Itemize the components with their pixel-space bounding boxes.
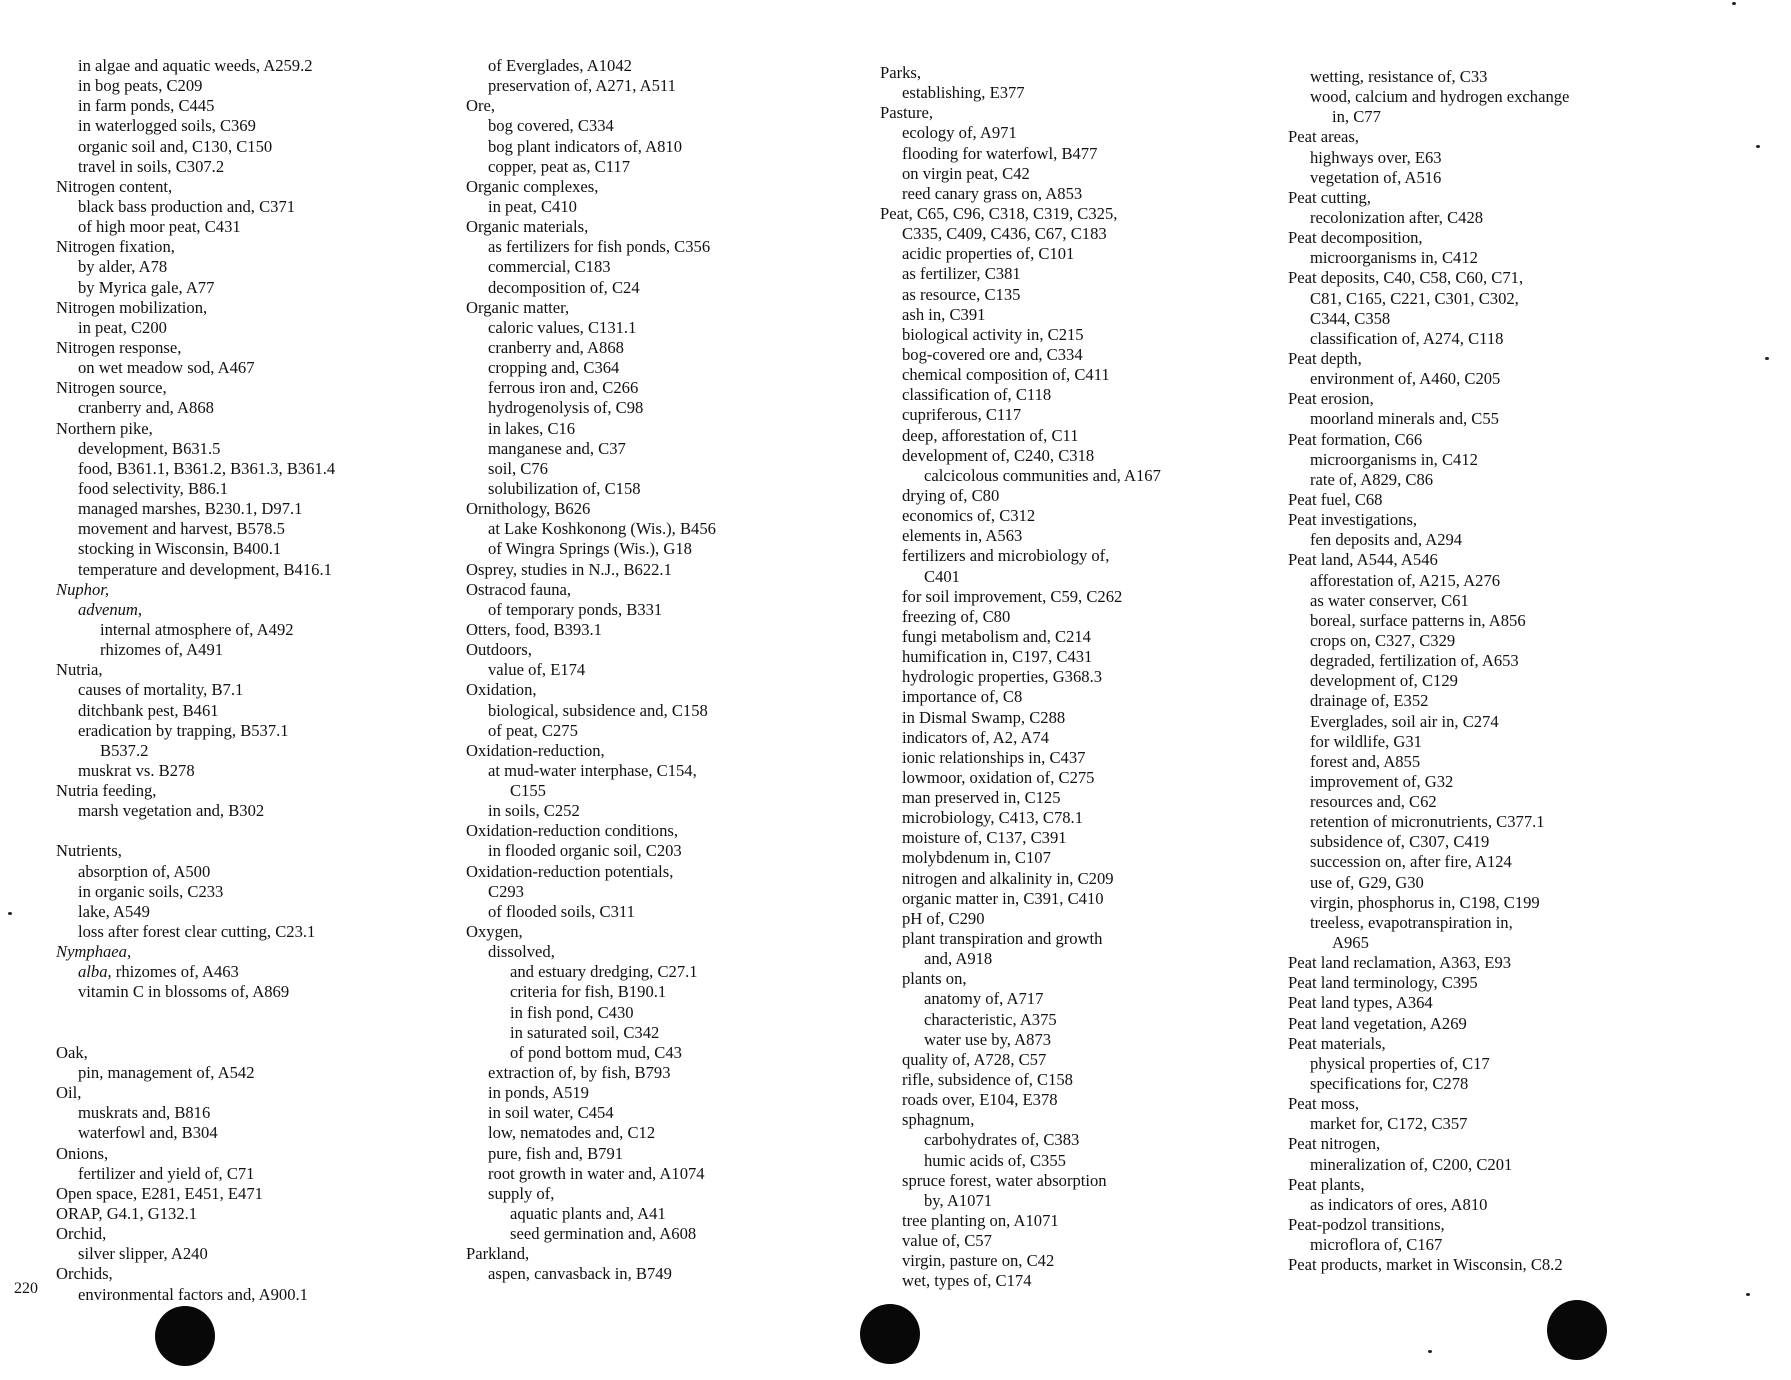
index-heading: Peat investigations, (1288, 510, 1418, 530)
index-subentry: wet, types of, C174 (902, 1271, 1032, 1291)
index-subentry: biological, subsidence and, C158 (488, 700, 708, 720)
index-subentry: forest and, A855 (1310, 751, 1421, 771)
index-subentry: economics of, C312 (902, 506, 1036, 526)
index-subentry: B537.2 (100, 740, 149, 760)
index-subentry: freezing of, C80 (902, 606, 1011, 626)
index-subentry: in soil water, C454 (488, 1103, 614, 1123)
index-subentry: quality of, A728, C57 (902, 1049, 1047, 1069)
index-heading: Peat fuel, C68 (1288, 489, 1383, 509)
index-heading: Oil, (56, 1083, 82, 1103)
index-heading: Peat, C65, C96, C318, C319, C325, (880, 203, 1118, 223)
index-subentry: man preserved in, C125 (902, 788, 1061, 808)
index-subentry: retention of micronutrients, C377.1 (1310, 812, 1545, 832)
index-heading: Oxidation-reduction conditions, (466, 821, 678, 841)
index-subentry: humic acids of, C355 (924, 1150, 1066, 1170)
index-heading: Ornithology, B626 (466, 499, 591, 519)
index-subentry: causes of mortality, B7.1 (78, 680, 244, 700)
index-heading: Peat formation, C66 (1288, 429, 1423, 449)
index-subentry: in soils, C252 (488, 801, 580, 821)
index-subentry: of high moor peat, C431 (78, 217, 241, 237)
index-subentry: cranberry and, A868 (78, 398, 214, 418)
index-heading: Peat areas, (1288, 127, 1359, 147)
index-subentry: fen deposits and, A294 (1310, 530, 1463, 550)
index-subentry: on wet meadow sod, A467 (78, 358, 255, 378)
index-subentry: at mud-water interphase, C154, (488, 760, 697, 780)
index-subentry: decomposition of, C24 (488, 277, 640, 297)
index-subentry: as indicators of ores, A810 (1310, 1194, 1488, 1214)
index-subentry: drainage of, E352 (1310, 691, 1429, 711)
index-heading: Nitrogen response, (56, 337, 182, 357)
index-heading: Ore, (466, 96, 496, 116)
index-subentry: preservation of, A271, A511 (488, 76, 676, 96)
index-subentry: establishing, E377 (902, 83, 1025, 103)
index-subentry: importance of, C8 (902, 687, 1023, 707)
index-subentry: ecology of, A971 (902, 123, 1017, 143)
index-subentry: in saturated soil, C342 (510, 1022, 660, 1042)
index-subentry: humification in, C197, C431 (902, 647, 1093, 667)
index-subentry: roads over, E104, E378 (902, 1090, 1058, 1110)
index-column-2 (466, 56, 716, 1285)
index-subentry: anatomy of, A717 (924, 989, 1044, 1009)
index-subentry: microbiology, C413, C78.1 (902, 808, 1083, 828)
index-subentry: commercial, C183 (488, 257, 611, 277)
index-subentry: virgin, pasture on, C42 (902, 1251, 1055, 1271)
index-subentry: development, B631.5 (78, 438, 221, 458)
index-heading: Peat nitrogen, (1288, 1134, 1381, 1154)
index-subentry: of temporary ponds, B331 (488, 599, 663, 619)
index-subentry: of peat, C275 (488, 720, 578, 740)
index-subentry: crops on, C327, C329 (1310, 630, 1456, 650)
index-heading: Nymphaea, (56, 942, 132, 962)
index-subentry: characteristic, A375 (924, 1009, 1057, 1029)
index-heading: Onions, (56, 1143, 109, 1163)
index-subentry: lake, A549 (78, 901, 150, 921)
index-subentry: microorganisms in, C412 (1310, 449, 1478, 469)
index-subentry: value of, C57 (902, 1231, 992, 1251)
index-subentry: in ponds, A519 (488, 1083, 589, 1103)
index-subentry: C155 (510, 781, 546, 801)
index-subentry: waterfowl and, B304 (78, 1123, 218, 1143)
scan-speck (1746, 1293, 1750, 1296)
index-subentry: silver slipper, A240 (78, 1244, 208, 1264)
index-subentry: rhizomes of, A491 (100, 640, 224, 660)
index-subentry: in waterlogged soils, C369 (78, 116, 256, 136)
index-heading: Nitrogen content, (56, 176, 173, 196)
index-subentry: in farm ponds, C445 (78, 96, 215, 116)
index-subentry: indicators of, A2, A74 (902, 727, 1050, 747)
index-column-3 (880, 63, 1161, 1292)
index-heading: Parkland, (466, 1244, 530, 1264)
index-subentry: temperature and development, B416.1 (78, 559, 332, 579)
index-subentry: classification of, C118 (902, 385, 1052, 405)
index-subentry: of Everglades, A1042 (488, 56, 632, 75)
index-heading: Nutria feeding, (56, 781, 157, 801)
index-subentry: plant transpiration and growth (902, 929, 1103, 949)
index-heading: Peat deposits, C40, C58, C60, C71, (1288, 268, 1524, 288)
index-subentry: fungi metabolism and, C214 (902, 626, 1091, 646)
index-subentry: ditchbank pest, B461 (78, 700, 219, 720)
index-subentry: development of, C129 (1310, 671, 1458, 691)
index-subentry: sphagnum, (902, 1110, 975, 1130)
index-heading: Peat land vegetation, A269 (1288, 1013, 1467, 1033)
index-subentry: for soil improvement, C59, C262 (902, 586, 1123, 606)
index-subentry: cupriferous, C117 (902, 405, 1022, 425)
index-subentry: supply of, (488, 1183, 555, 1203)
index-subentry: molybdenum in, C107 (902, 848, 1051, 868)
index-heading: Peat land types, A364 (1288, 993, 1433, 1013)
index-heading: Oxygen, (466, 922, 523, 942)
index-subentry: absorption of, A500 (78, 861, 211, 881)
index-subentry: pH of, C290 (902, 908, 985, 928)
index-subentry: loss after forest clear cutting, C23.1 (78, 922, 316, 942)
index-subentry: fertilizer and yield of, C71 (78, 1163, 255, 1183)
index-subentry: value of, E174 (488, 660, 586, 680)
index-subentry: food selectivity, B86.1 (78, 478, 229, 498)
index-heading: Peat materials, (1288, 1033, 1386, 1053)
index-subentry: seed germination and, A608 (510, 1224, 697, 1244)
index-subentry: hydrogenolysis of, C98 (488, 398, 644, 418)
index-subentry: as fertilizer, C381 (902, 264, 1021, 284)
index-subentry: wood, calcium and hydrogen exchange (1310, 87, 1570, 107)
index-subentry: tree planting on, A1071 (902, 1211, 1059, 1231)
index-heading: Peat products, market in Wisconsin, C8.2 (1288, 1255, 1563, 1275)
index-subentry: boreal, surface patterns in, A856 (1310, 610, 1526, 630)
index-subentry: calcicolous communities and, A167 (924, 465, 1161, 485)
index-subentry: elements in, A563 (902, 526, 1023, 546)
index-subentry: ionic relationships in, C437 (902, 747, 1086, 767)
index-subentry: solubilization of, C158 (488, 478, 641, 498)
index-heading: Parks, (880, 63, 922, 82)
index-heading: Peat decomposition, (1288, 228, 1423, 248)
index-subentry: biological activity in, C215 (902, 324, 1084, 344)
index-subentry: in algae and aquatic weeds, A259.2 (78, 56, 313, 75)
index-subentry: on virgin peat, C42 (902, 163, 1030, 183)
index-subentry: pure, fish and, B791 (488, 1143, 624, 1163)
index-subentry: manganese and, C37 (488, 438, 626, 458)
index-subentry: and estuary dredging, C27.1 (510, 962, 698, 982)
index-subentry: ferrous iron and, C266 (488, 378, 639, 398)
index-subentry: soil, C76 (488, 458, 548, 478)
index-subentry: bog plant indicators of, A810 (488, 136, 683, 156)
index-subentry: muskrat vs. B278 (78, 760, 195, 780)
index-subentry: C344, C358 (1310, 308, 1391, 328)
index-subentry: vegetation of, A516 (1310, 167, 1442, 187)
index-subentry: flooding for waterfowl, B477 (902, 143, 1098, 163)
index-subentry: of pond bottom mud, C43 (510, 1042, 682, 1062)
index-subentry: development of, C240, C318 (902, 445, 1095, 465)
index-subentry: criteria for fish, B190.1 (510, 982, 667, 1002)
index-subentry: deep, afforestation of, C11 (902, 425, 1079, 445)
index-subentry: in bog peats, C209 (78, 76, 203, 96)
index-subentry: as water conserver, C61 (1310, 590, 1469, 610)
index-heading: Organic matter, (466, 297, 570, 317)
scan-speck (1428, 1350, 1432, 1353)
index-subentry: C401 (924, 566, 960, 586)
index-subentry: black bass production and, C371 (78, 196, 296, 216)
index-subentry: extraction of, by fish, B793 (488, 1063, 671, 1083)
index-subentry: ash in, C391 (902, 304, 986, 324)
index-subentry: virgin, phosphorus in, C198, C199 (1310, 892, 1540, 912)
binder-hole (1547, 1300, 1607, 1360)
index-heading: Oak, (56, 1042, 88, 1062)
index-heading: Organic complexes, (466, 176, 599, 196)
index-subentry: caloric values, C131.1 (488, 317, 637, 337)
index-subentry: hydrologic properties, G368.3 (902, 667, 1103, 687)
index-subentry: microflora of, C167 (1310, 1235, 1443, 1255)
index-heading (56, 1003, 335, 1023)
index-heading: Outdoors, (466, 640, 532, 660)
index-subentry: and, A918 (924, 949, 993, 969)
binder-hole (155, 1306, 215, 1366)
index-subentry: in lakes, C16 (488, 418, 576, 438)
index-subentry: vitamin C in blossoms of, A869 (78, 982, 290, 1002)
index-subentry: spruce forest, water absorption (902, 1170, 1107, 1190)
index-subentry: eradication by trapping, B537.1 (78, 720, 289, 740)
index-subentry: drying of, C80 (902, 485, 1000, 505)
index-subentry: low, nematodes and, C12 (488, 1123, 656, 1143)
index-subentry: treeless, evapotranspiration in, (1310, 912, 1513, 932)
index-subentry: in peat, C410 (488, 196, 577, 216)
index-subentry: mineralization of, C200, C201 (1310, 1154, 1513, 1174)
index-heading: Open space, E281, E451, E471 (56, 1183, 263, 1203)
index-subentry: environmental factors and, A900.1 (78, 1284, 308, 1304)
scan-speck (1756, 145, 1760, 148)
index-heading: Peat moss, (1288, 1094, 1359, 1114)
index-subentry: degraded, fertilization of, A653 (1310, 651, 1519, 671)
index-subentry: pin, management of, A542 (78, 1063, 255, 1083)
index-subentry: by, A1071 (924, 1190, 993, 1210)
index-heading: Otters, food, B393.1 (466, 619, 602, 639)
index-subentry: of Wingra Springs (Wis.), G18 (488, 539, 692, 559)
index-subentry: muskrats and, B816 (78, 1103, 211, 1123)
index-subentry: market for, C172, C357 (1310, 1114, 1468, 1134)
index-heading: Peat erosion, (1288, 389, 1374, 409)
index-subentry: cropping and, C364 (488, 358, 620, 378)
index-subentry: C81, C165, C221, C301, C302, (1310, 288, 1519, 308)
index-subentry: aquatic plants and, A41 (510, 1204, 666, 1224)
index-subentry: in fish pond, C430 (510, 1002, 634, 1022)
index-subentry: carbohydrates of, C383 (924, 1130, 1080, 1150)
index-heading: Nuphor, (56, 579, 110, 599)
index-subentry: subsidence of, C307, C419 (1310, 832, 1490, 852)
index-heading: Ostracod fauna, (466, 579, 572, 599)
index-subentry: recolonization after, C428 (1310, 207, 1484, 227)
index-subentry: as resource, C135 (902, 284, 1021, 304)
index-column-1 (56, 56, 335, 1305)
index-subentry: acidic properties of, C101 (902, 244, 1075, 264)
index-subentry: A965 (1332, 933, 1369, 953)
index-subentry: food, B361.1, B361.2, B361.3, B361.4 (78, 458, 336, 478)
index-subentry: aspen, canvasback in, B749 (488, 1264, 672, 1284)
index-heading: Peat-podzol transitions, (1288, 1215, 1445, 1235)
index-heading: Pasture, (880, 103, 933, 123)
index-subentry: resources and, C62 (1310, 792, 1437, 812)
index-subentry: microorganisms in, C412 (1310, 248, 1478, 268)
index-subentry: reed canary grass on, A853 (902, 183, 1083, 203)
index-subentry: C335, C409, C436, C67, C183 (902, 224, 1107, 244)
index-subentry: nitrogen and alkalinity in, C209 (902, 868, 1114, 888)
scan-speck (1765, 357, 1769, 360)
index-subentry: marsh vegetation and, B302 (78, 801, 265, 821)
index-subentry: internal atmosphere of, A492 (100, 619, 294, 639)
index-subentry: moorland minerals and, C55 (1310, 409, 1499, 429)
index-subentry: plants on, (902, 969, 967, 989)
index-heading: Nutrients, (56, 841, 122, 861)
index-subentry: specifications for, C278 (1310, 1074, 1469, 1094)
binder-hole (860, 1304, 920, 1364)
index-subentry: cranberry and, A868 (488, 337, 624, 357)
index-subentry: managed marshes, B230.1, D97.1 (78, 499, 303, 519)
index-subentry: moisture of, C137, C391 (902, 828, 1067, 848)
index-subentry: rate of, A829, C86 (1310, 469, 1434, 489)
index-subentry: of flooded soils, C311 (488, 901, 635, 921)
index-heading: Peat land reclamation, A363, E93 (1288, 953, 1512, 973)
index-subentry: highways over, E63 (1310, 147, 1442, 167)
index-subentry: improvement of, G32 (1310, 771, 1454, 791)
index-subentry: in organic soils, C233 (78, 881, 224, 901)
scan-speck (1732, 2, 1736, 5)
index-heading: Peat cutting, (1288, 187, 1371, 207)
index-heading: Nitrogen fixation, (56, 237, 175, 257)
index-subentry: in flooded organic soil, C203 (488, 841, 682, 861)
index-heading: Orchids, (56, 1264, 113, 1284)
index-subentry: stocking in Wisconsin, B400.1 (78, 539, 282, 559)
index-heading (56, 1023, 335, 1043)
index-subentry: movement and harvest, B578.5 (78, 519, 285, 539)
index-subentry: Everglades, soil air in, C274 (1310, 711, 1499, 731)
index-subentry: chemical composition of, C411 (902, 365, 1110, 385)
index-subentry: in peat, C200 (78, 317, 167, 337)
index-subentry: wetting, resistance of, C33 (1310, 67, 1488, 86)
index-heading: Oxidation, (466, 680, 537, 700)
index-heading: Peat land terminology, C395 (1288, 973, 1478, 993)
index-column-4 (1288, 67, 1569, 1275)
index-heading: Peat depth, (1288, 348, 1362, 368)
index-subentry: by alder, A78 (78, 257, 168, 277)
index-heading (56, 821, 335, 841)
index-subentry: environment of, A460, C205 (1310, 369, 1501, 389)
index-subentry: travel in soils, C307.2 (78, 156, 225, 176)
index-subentry: alba, rhizomes of, A463 (78, 962, 239, 982)
index-subentry: lowmoor, oxidation of, C275 (902, 767, 1095, 787)
index-heading: ORAP, G4.1, G132.1 (56, 1204, 198, 1224)
index-subentry: rifle, subsidence of, C158 (902, 1070, 1073, 1090)
index-subentry: at Lake Koshkonong (Wis.), B456 (488, 519, 716, 539)
index-subentry: copper, peat as, C117 (488, 156, 631, 176)
index-subentry: succession on, after fire, A124 (1310, 852, 1512, 872)
index-heading: Nitrogen mobilization, (56, 297, 208, 317)
index-subentry: organic soil and, C130, C150 (78, 136, 273, 156)
index-heading: Oxidation-reduction, (466, 740, 605, 760)
index-subentry: by Myrica gale, A77 (78, 277, 215, 297)
index-heading: Oxidation-reduction potentials, (466, 861, 674, 881)
index-subentry: use of, G29, G30 (1310, 872, 1424, 892)
index-subentry: for wildlife, G31 (1310, 731, 1422, 751)
index-heading: Northern pike, (56, 418, 153, 438)
index-subentry: physical properties of, C17 (1310, 1053, 1490, 1073)
index-subentry: afforestation of, A215, A276 (1310, 570, 1501, 590)
index-subentry: in Dismal Swamp, C288 (902, 707, 1066, 727)
index-subentry: organic matter in, C391, C410 (902, 888, 1104, 908)
index-subentry: as fertilizers for fish ponds, C356 (488, 237, 711, 257)
index-heading: Peat plants, (1288, 1174, 1365, 1194)
index-heading: Osprey, studies in N.J., B622.1 (466, 559, 672, 579)
index-subentry: dissolved, (488, 942, 555, 962)
index-heading: Nitrogen source, (56, 378, 167, 398)
index-subentry: fertilizers and microbiology of, (902, 546, 1110, 566)
index-subentry: advenum, (78, 599, 143, 619)
page-number: 220 (14, 1280, 38, 1297)
index-heading: Peat land, A544, A546 (1288, 550, 1438, 570)
index-heading: Nutria, (56, 660, 103, 680)
index-subentry: in, C77 (1332, 107, 1381, 127)
scan-speck (8, 912, 12, 915)
index-subentry: bog covered, C334 (488, 116, 614, 136)
index-subentry: water use by, A873 (924, 1029, 1052, 1049)
index-heading: Organic materials, (466, 217, 589, 237)
index-subentry: bog-covered ore and, C334 (902, 344, 1083, 364)
index-heading: Orchid, (56, 1224, 107, 1244)
index-subentry: C293 (488, 881, 524, 901)
index-subentry: root growth in water and, A1074 (488, 1163, 705, 1183)
index-subentry: classification of, A274, C118 (1310, 328, 1504, 348)
